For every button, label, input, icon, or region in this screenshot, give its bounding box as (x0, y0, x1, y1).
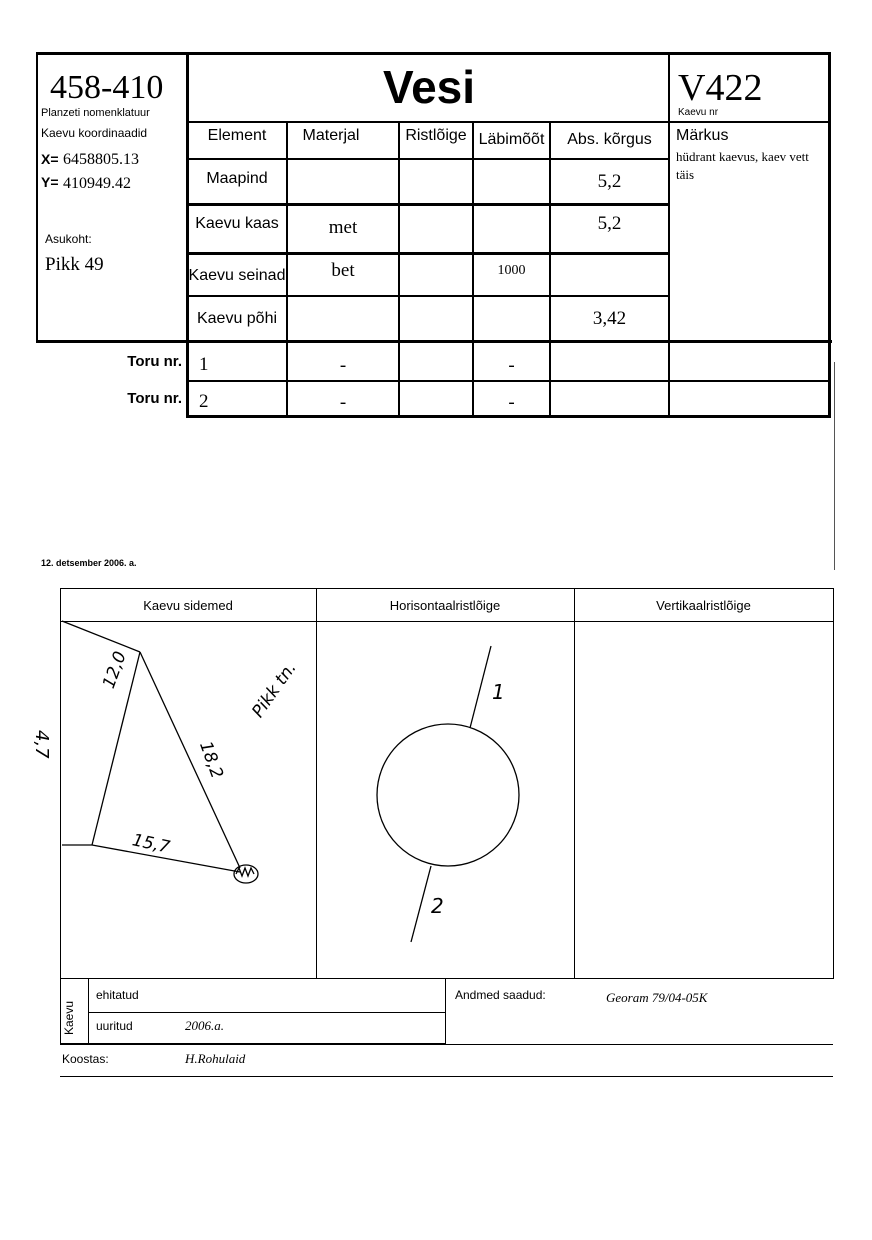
document-date: 12. detsember 2006. a. (41, 558, 137, 568)
pipe-label: Toru nr. (127, 353, 182, 370)
row-element: Kaevu kaas (195, 215, 279, 232)
well-number-label: Kaevu nr (678, 107, 719, 118)
pipe-material: - (339, 392, 347, 413)
pipe-diameter: - (508, 392, 515, 413)
source-value: Georam 79/04-05K (606, 990, 708, 1005)
nomenclature-label: Planzeti nomenklatuur (41, 107, 150, 119)
notes-value: hüdrant kaevus, kaev vett täis (676, 149, 809, 182)
street-label: Pikk tn. (248, 658, 301, 722)
pipe-diameter: - (508, 355, 515, 376)
col-material: Materjal (302, 127, 360, 144)
row-material: met (328, 217, 358, 238)
dim-left: 4,7 (31, 730, 52, 759)
dim-diag: 18,2 (195, 738, 227, 782)
pipe-2-label: 2 (431, 894, 444, 918)
kaevu-label: Kaevu (62, 1000, 76, 1035)
built-label: ehitatud (96, 988, 139, 1002)
row-element: Maapind (206, 170, 268, 187)
surveyed-value: 2006.a. (185, 1018, 224, 1033)
col-diameter: Läbimõõt (478, 131, 545, 148)
col-horizontal-section: Horisontaalristlõige (389, 598, 501, 613)
coords-label: Kaevu koordinaadid (41, 126, 148, 140)
row-material: bet (331, 260, 355, 281)
y-label: Y= (41, 174, 59, 190)
x-value: 6458805.13 (63, 151, 139, 168)
row-abs: 5,2 (597, 171, 622, 192)
row-diameter: 1000 (497, 263, 526, 278)
pipe-number: 1 (199, 354, 209, 375)
location-label: Asukoht: (45, 232, 92, 246)
col-sketch-ties: Kaevu sidemed (143, 598, 233, 613)
well-number: V422 (678, 67, 763, 109)
x-label: X= (41, 151, 59, 167)
source-label: Andmed saadud: (455, 988, 546, 1002)
row-abs: 3,42 (592, 308, 627, 329)
col-cross: Ristlõige (405, 127, 467, 144)
row-element: Kaevu põhi (196, 310, 278, 327)
nomenclature-value: 458-410 (50, 69, 164, 106)
col-vertical-section: Vertikaalristlõige (656, 598, 751, 613)
pipe-1-label: 1 (492, 680, 505, 704)
col-abs: Abs. kõrgus (567, 131, 652, 148)
pipe-label: Toru nr. (127, 390, 182, 407)
compiled-value: H.Rohulaid (185, 1051, 246, 1066)
row-element: Kaevu seinad (188, 267, 286, 284)
col-notes: Märkus (676, 127, 729, 144)
location-value: Pikk 49 (45, 254, 104, 275)
page-title: Vesi (382, 61, 476, 113)
pipe-material: - (339, 355, 347, 376)
y-value: 410949.42 (63, 175, 131, 192)
pipe-number: 2 (199, 391, 209, 412)
col-element: Element (207, 127, 267, 144)
compiled-label: Koostas: (62, 1052, 109, 1066)
dim-bottom: 15,7 (130, 830, 172, 858)
dim-top: 12,0 (99, 648, 131, 692)
row-abs: 5,2 (597, 213, 622, 234)
surveyed-label: uuritud (96, 1019, 133, 1033)
